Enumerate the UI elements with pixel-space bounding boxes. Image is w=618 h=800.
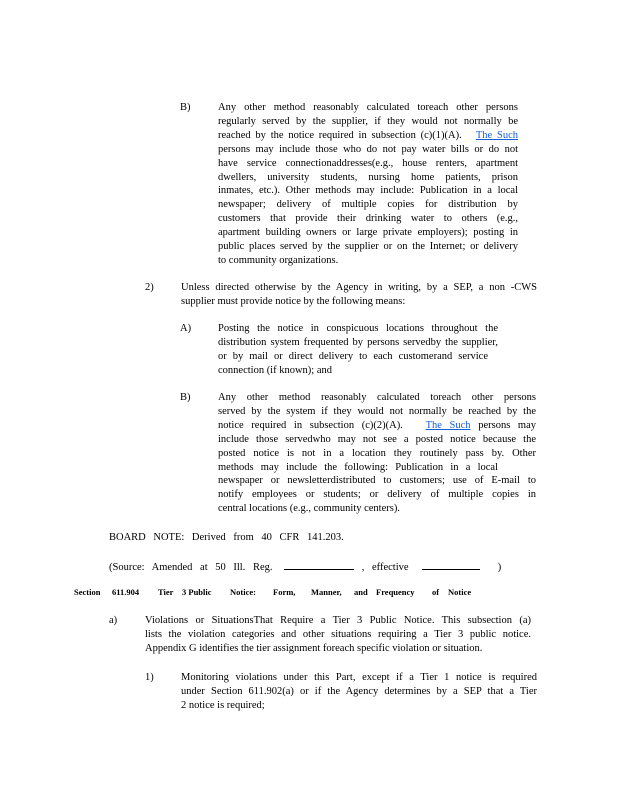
section-title-word: Frequency [376, 587, 415, 597]
text-line: Violations or SituationsThat Require a Tier 3 Public Notice. This subsection (a) [145, 615, 531, 626]
text-line: Unless directed otherwise by the Agency in writing, by a SEP, a non -CWS [181, 282, 537, 293]
text-fragment: reached by the notice required in subsection (c)(1)(A). [218, 129, 462, 141]
amendment-link[interactable]: The Such [425, 419, 471, 431]
item-text [218, 391, 536, 516]
source-text: (Source: Amended at 50 Ill. Reg. [109, 562, 273, 573]
text-line: apartment building owners or large private employers); posting in [218, 227, 518, 239]
reg-blank [284, 559, 354, 570]
section-number: 611.904 [112, 587, 140, 597]
text-line: lists the violation categories and other situations requiring a Tier 3 public notice. [145, 628, 531, 640]
text-line: regularly served by the supplier, if they would not normally be [218, 115, 518, 127]
text-line: posted notice is not in a location they routinely pass by. Other [218, 447, 536, 459]
text-line: Appendix G identifies the tier assignment foreach specific violation or situation. [145, 642, 483, 654]
item-marker: a) [109, 615, 118, 626]
item-text [218, 101, 518, 268]
text-line: have service connectionaddresses(e.g., house renters, apartment [218, 157, 518, 169]
item-marker: B) [180, 102, 191, 113]
text-line: supplier must provide notice by the following means: [181, 295, 406, 307]
board-note: BOARD NOTE: Derived from 40 CFR 141.203. [109, 532, 344, 543]
text-line: methods may include the following: Publication in a local [218, 461, 498, 473]
section-label: Section [74, 587, 101, 597]
text-line: newspaper or newsletterdistributed to customers; use of E-mail to [218, 475, 536, 487]
section-title-word: Notice [448, 587, 472, 597]
text-line: notify employees or students; or delivery of multiple copies in [218, 489, 536, 501]
text-line: to community organizations. [218, 254, 339, 266]
item-text [218, 322, 498, 378]
item-marker: A) [180, 323, 192, 334]
text-line: or by mail or direct delivery to each customerand service [218, 350, 488, 362]
item-marker: B) [180, 392, 191, 403]
text-line: customers that provide their drinking water to others (e.g., [218, 213, 518, 225]
amendment-link[interactable]: The Such [475, 129, 519, 141]
text-line: distribution system frequented by persons servedby the supplier, [218, 336, 498, 348]
text-fragment: notice required in subsection (c)(2)(A). [218, 419, 403, 431]
text-line: inmates, etc.). Other methods may include: Publication in a local [218, 185, 518, 197]
text-line: Monitoring violations under this Part, except if a Tier 1 notice is required [181, 672, 537, 683]
section-title-word: Notice: [230, 587, 256, 597]
text-line: dwellers, university students, nursing home patients, prison [218, 171, 518, 183]
item-marker: 1) [145, 672, 154, 683]
item-text [145, 614, 531, 656]
text-line: persons may include those who do not pay water bills or do not [218, 143, 518, 155]
text-line: 2 notice is required; [181, 699, 265, 711]
effective-date-blank [422, 559, 480, 570]
source-text: , effective [361, 562, 409, 573]
section-title-word: 3 Public [182, 587, 212, 597]
text-line: Posting the notice in conspicuous locations throughout the [218, 323, 498, 334]
section-title-word: and [354, 587, 368, 597]
text-line [218, 129, 518, 143]
text-line: Any other method reasonably calculated toreach other persons [218, 392, 536, 403]
source-text: ) [497, 562, 502, 573]
text-line: newspaper; delivery of multiple copies for distribution by [218, 199, 518, 211]
source-note [109, 559, 501, 575]
item-marker: 2) [145, 282, 154, 293]
text-line: include those servedwho may not see a posted notice because the [218, 433, 536, 445]
text-line [218, 419, 536, 433]
text-fragment: persons may [478, 419, 537, 431]
item-text [181, 281, 537, 309]
section-title-word: Tier [158, 587, 174, 597]
text-line: under Section 611.902(a) or if the Agency determines by a SEP that a Tier [181, 685, 537, 697]
text-line: public places served by the supplier or on the Internet; or delivery [218, 241, 518, 253]
section-title-word: Manner, [311, 587, 342, 597]
text-line: connection (if known); and [218, 364, 333, 376]
section-title-word: Form, [273, 587, 296, 597]
text-line: served by the system if they would not normally be reached by the [218, 405, 536, 417]
item-text [181, 671, 537, 713]
text-line: central locations (e.g., community centers). [218, 503, 400, 515]
text-line: Any other method reasonably calculated toreach other persons [218, 102, 518, 113]
section-title-word: of [432, 587, 440, 597]
